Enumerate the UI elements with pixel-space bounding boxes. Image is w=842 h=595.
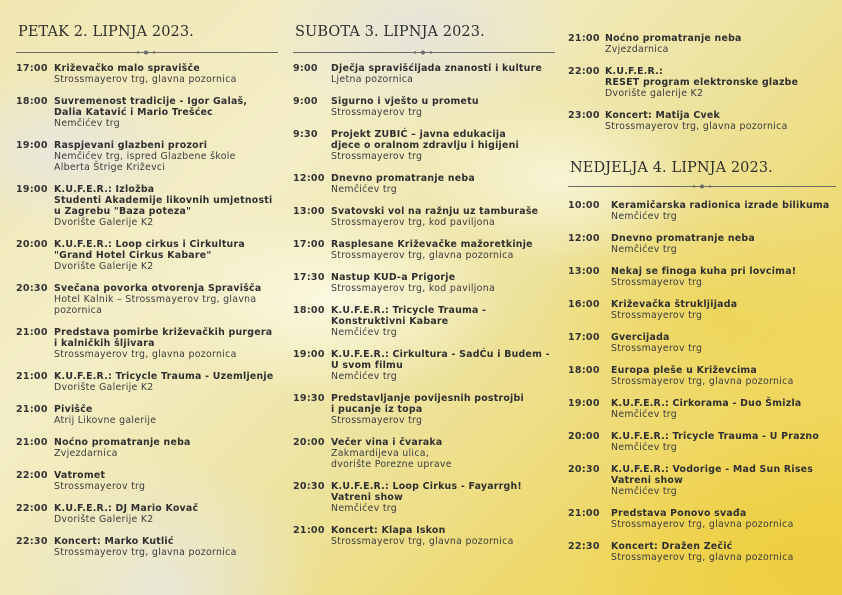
- event-name: Križevačko malo spravišče: [54, 63, 200, 74]
- event-place: Nemčićev trg: [54, 118, 121, 129]
- event-name: Koncert: Matija Cvek: [605, 110, 720, 121]
- event-time: 20:00: [568, 431, 600, 442]
- event-place: Strossmayerov trg, glavna pozornica: [331, 250, 514, 261]
- event-place: Strossmayerov trg, glavna pozornica: [54, 349, 237, 360]
- event-name: Suvremenost tradicije - Igor Galaš, Dalia Katavić i Mario Trešćec: [54, 96, 248, 118]
- event-time: 21:00: [16, 437, 48, 448]
- event-name: Sigurno i vješto u prometu: [331, 96, 479, 107]
- friday-header: [16, 0, 278, 40]
- event-name: Rasplesane Križevačke mažoretkinje: [331, 239, 533, 250]
- event-time: 9:30: [293, 129, 318, 140]
- event-place: Strossmayerov trg, kod paviljona: [331, 217, 496, 228]
- event-time: 13:00: [568, 266, 600, 277]
- event-name: Svečana povorka otvorenja Spravišča: [54, 283, 262, 294]
- event-name: Projekt ZUBIĆ – javna edukacija djece o oralnom zdravlju i higijeni: [331, 129, 520, 151]
- event-time: 12:00: [293, 173, 325, 184]
- event-time: 18:00: [293, 305, 325, 316]
- event-place: Nemčićev trg, ispred Glazbene škole Alberta Štrige Križevci: [54, 151, 236, 173]
- event-place: Dvorište Galerije K2: [54, 217, 154, 228]
- event-name: K.U.F.E.R.: Loop cirkus i Cirkultura "Grand Hotel Cirkus Kabare": [54, 239, 245, 261]
- event-time: 10:00: [568, 200, 600, 211]
- event-name: Europa pleše u Križevcima: [611, 365, 758, 376]
- event-name: Keramičarska radionica izrade bilikuma: [611, 200, 830, 211]
- event-name: K.U.F.E.R.: RESET program elektronske glazbe: [605, 66, 799, 88]
- event-time: 17:30: [293, 272, 325, 283]
- event-place: Nemčićev trg: [331, 371, 398, 382]
- event-place: Ljetna pozornica: [331, 74, 414, 85]
- event-time: 22:30: [568, 541, 600, 552]
- saturday-column: [293, 0, 555, 547]
- ornament-icon: [680, 184, 724, 189]
- event-time: 21:00: [568, 33, 600, 44]
- event-time: 20:30: [16, 283, 48, 294]
- event-time: 17:00: [568, 332, 600, 343]
- event-time: 22:00: [16, 470, 48, 481]
- event-place: Nemčićev trg: [331, 184, 398, 195]
- event-time: 22:00: [16, 503, 48, 514]
- event-place: Nemčićev trg: [611, 211, 678, 222]
- event-place: Dvorište Galerije K2: [54, 382, 154, 393]
- event-place: Strossmayerov trg: [611, 277, 703, 288]
- event-place: Strossmayerov trg, glavna pozornica: [331, 536, 514, 547]
- event-place: Strossmayerov trg: [611, 343, 703, 354]
- day-title-sunday: NEDJELJA 4. LIPNJA 2023.: [570, 160, 773, 176]
- event-name: Nastup KUD-a Prigorje: [331, 272, 456, 283]
- event-name: Vatromet: [54, 470, 106, 481]
- event-name: Koncert: Marko Kutlić: [54, 536, 174, 547]
- event-name: K.U.F.E.R.: Tricycle Trauma - Konstruktivni Kabare: [331, 305, 487, 327]
- event-place: Strossmayerov trg, kod paviljona: [331, 283, 496, 294]
- event-name: K.U.F.E.R.: Vodorige - Mad Sun Rises Vatreni show: [611, 464, 814, 486]
- event-place: Strossmayerov trg, glavna pozornica: [611, 552, 794, 563]
- event-name: Koncert: Klapa Iskon: [331, 525, 446, 536]
- event-time: 20:30: [568, 464, 600, 475]
- event-name: Gvercijada: [611, 332, 670, 343]
- event-place: Strossmayerov trg, glavna pozornica: [54, 74, 237, 85]
- event-name: Križevačka štrukljijada: [611, 299, 738, 310]
- event-name: K.U.F.E.R.: Loop Cirkus - Fayarrgh! Vatreni show: [331, 481, 522, 503]
- event-place: Strossmayerov trg: [54, 481, 146, 492]
- event-name: K.U.F.E.R.: DJ Mario Kovač: [54, 503, 199, 514]
- event-time: 20:00: [293, 437, 325, 448]
- event-name: K.U.F.E.R.: Cirkultura - SadĆu i Budem - U svom filmu: [331, 349, 550, 371]
- event-time: 17:00: [16, 63, 48, 74]
- event-place: Nemčićev trg: [331, 503, 398, 514]
- event-place: Zvjezdarnica: [54, 448, 118, 459]
- event-name: Nekaj se finoga kuha pri lovcima!: [611, 266, 797, 277]
- event-place: Strossmayerov trg: [331, 107, 423, 118]
- event-place: Strossmayerov trg, glavna pozornica: [605, 121, 788, 132]
- event-place: Nemčićev trg: [611, 244, 678, 255]
- event-name: Noćno promatranje neba: [54, 437, 191, 448]
- event-name: Koncert: Dražen Zečić: [611, 541, 733, 552]
- event-place: Nemčićev trg: [331, 327, 398, 338]
- event-name: Predstava pomirbe križevačkih purgera i kalničkih šljivara: [54, 327, 273, 349]
- saturday-header: [293, 0, 555, 40]
- event-name: Dnevno promatranje neba: [611, 233, 755, 244]
- event-time: 9:00: [293, 63, 318, 74]
- sunday-header: [568, 158, 836, 178]
- event-time: 19:00: [293, 349, 325, 360]
- day-title-friday: PETAK 2. LIPNJA 2023.: [18, 24, 194, 40]
- day-title-saturday: SUBOTA 3. LIPNJA 2023.: [295, 24, 485, 40]
- event-place: Hotel Kalnik – Strossmayerov trg, glavna pozornica: [54, 294, 257, 316]
- event-place: Strossmayerov trg, glavna pozornica: [611, 376, 794, 387]
- event-name: K.U.F.E.R.: Cirkorama - Duo Šmizla: [611, 398, 802, 409]
- ornament-icon: [124, 50, 168, 55]
- event-place: Nemčićev trg: [611, 486, 678, 497]
- event-name: Predstava Ponovo svađa: [611, 508, 747, 519]
- event-time: 20:00: [16, 239, 48, 250]
- event-place: Zvjezdarnica: [605, 44, 669, 55]
- event-time: 22:00: [568, 66, 600, 77]
- event-name: K.U.F.E.R.: Izložba Studenti Akademije likovnih umjetnosti u Zagrebu "Baza poteza": [54, 184, 273, 217]
- event-place: Strossmayerov trg, glavna pozornica: [611, 519, 794, 530]
- event-time: 18:00: [16, 96, 48, 107]
- event-time: 20:30: [293, 481, 325, 492]
- event-time: 21:00: [16, 404, 48, 415]
- event-place: Dvorište galerije K2: [605, 88, 704, 99]
- event-place: Nemčićev trg: [611, 409, 678, 420]
- event-time: 21:00: [16, 327, 48, 338]
- event-place: Nemčićev trg: [611, 442, 678, 453]
- event-time: 21:00: [16, 371, 48, 382]
- ornament-icon: [401, 50, 445, 55]
- friday-column: [16, 0, 278, 558]
- event-place: Zakmardijeva ulica, dvorište Porezne uprave: [331, 448, 452, 470]
- event-time: 12:00: [568, 233, 600, 244]
- event-place: Strossmayerov trg: [611, 310, 703, 321]
- event-name: K.U.F.E.R.: Tricycle Trauma - U Prazno: [611, 431, 820, 442]
- event-time: 18:00: [568, 365, 600, 376]
- event-name: Predstavljanje povijesnih postrojbi i pucanje iz topa: [331, 393, 524, 415]
- event-name: Dnevno promatranje neba: [331, 173, 475, 184]
- event-place: Strossmayerov trg: [331, 415, 423, 426]
- event-time: 21:00: [293, 525, 325, 536]
- event-time: 17:00: [293, 239, 325, 250]
- event-time: 16:00: [568, 299, 600, 310]
- event-place: Atrij Likovne galerije: [54, 415, 157, 426]
- event-place: Dvorište Galerije K2: [54, 261, 154, 272]
- event-time: 22:30: [16, 536, 48, 547]
- event-name: Večer vina i čvaraka: [331, 437, 443, 448]
- event-time: 13:00: [293, 206, 325, 217]
- event-place: Strossmayerov trg, glavna pozornica: [54, 547, 237, 558]
- event-name: Pivišče: [54, 404, 93, 415]
- event-place: Strossmayerov trg: [331, 151, 423, 162]
- event-time: 9:00: [293, 96, 318, 107]
- event-time: 19:00: [568, 398, 600, 409]
- event-time: 19:30: [293, 393, 325, 404]
- event-name: Noćno promatranje neba: [605, 33, 742, 44]
- event-name: K.U.F.E.R.: Tricycle Trauma - Uzemljenje: [54, 371, 274, 382]
- event-time: 21:00: [568, 508, 600, 519]
- event-time: 19:00: [16, 140, 48, 151]
- event-name: Dječja spravišćijada znanosti i kulture: [331, 63, 543, 74]
- event-time: 23:00: [568, 110, 600, 121]
- event-place: Dvorište Galerije K2: [54, 514, 154, 525]
- event-time: 19:00: [16, 184, 48, 195]
- event-name: Raspjevani glazbeni prozori: [54, 140, 208, 151]
- event-name: Svatovski vol na ražnju uz tamburaše: [331, 206, 539, 217]
